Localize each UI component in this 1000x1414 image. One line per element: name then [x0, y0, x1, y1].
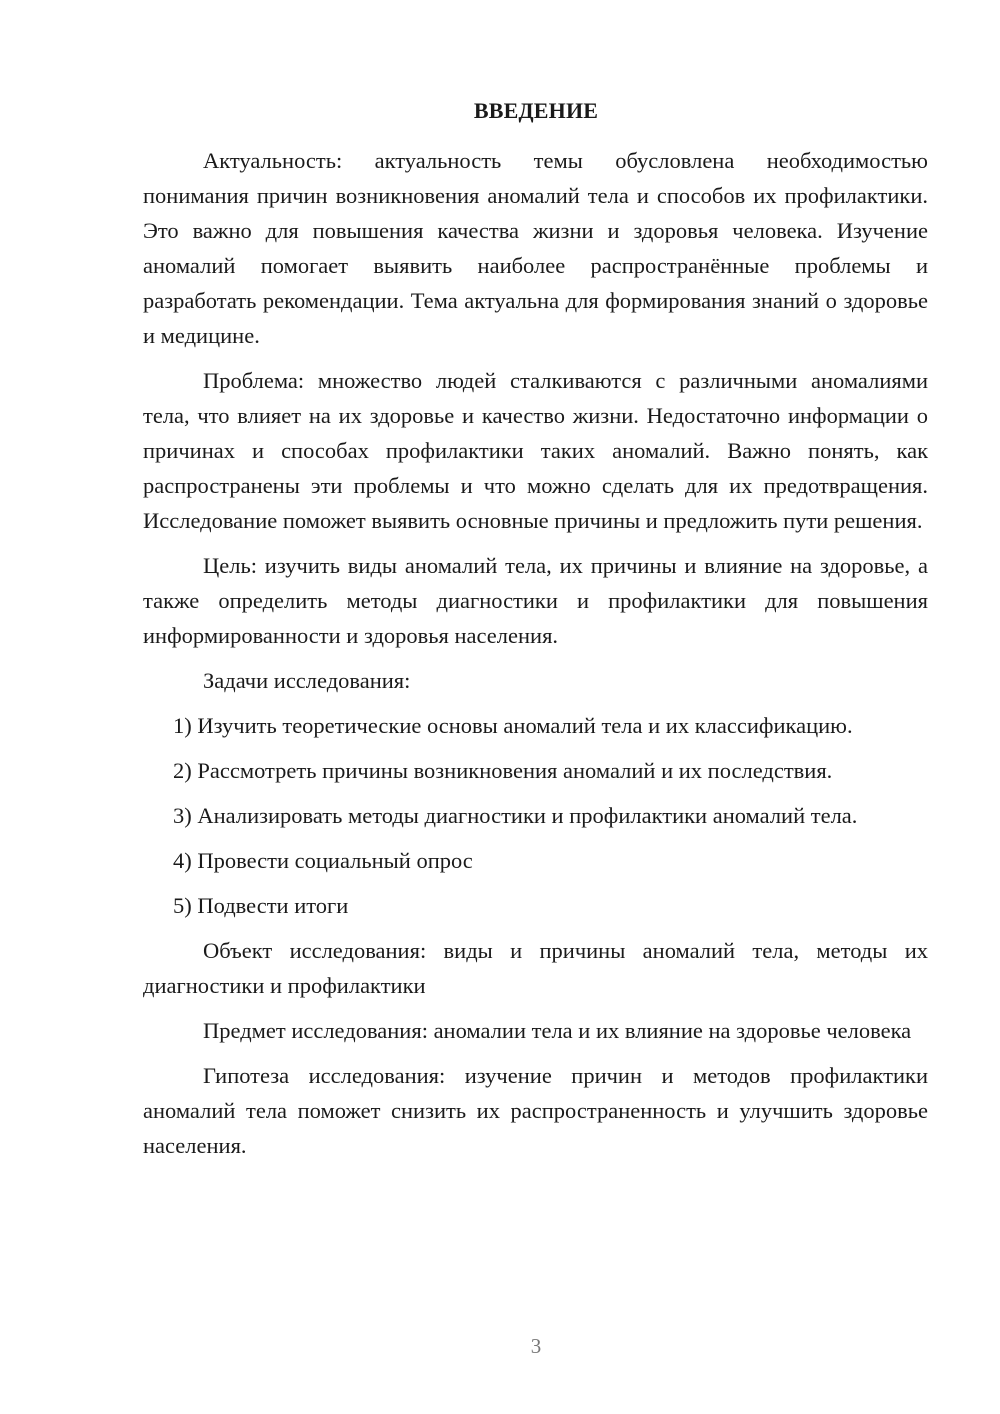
- task-item: 2) Рассмотреть причины возникновения аномалий и их последствия.: [173, 758, 833, 783]
- goal-paragraph: Цель: изучить виды аномалий тела, их причины и влияние на здоровье, а также определить методы диагностики и профилактики для повышения информированности и здоровья населения.: [143, 553, 928, 648]
- subject-paragraph: Предмет исследования: аномалии тела и их влияние на здоровье человека: [203, 1018, 912, 1043]
- page-title: ВВЕДЕНИЕ: [473, 98, 599, 123]
- problem-paragraph: Проблема: множество людей сталкиваются с различными аномалиями тела, что влияет на их здоровье и качество жизни. Недостаточно информации о причинах и способах профилактики таких аномалий. Важно понять, как распространены эти проблемы и что можно сделать для их предотвращения. Исследование поможет выявить основные причины и предложить пути решения.: [143, 368, 928, 533]
- hypothesis-paragraph: Гипотеза исследования: изучение причин и методов профилактики аномалий тела поможет снизить их распространенность и улучшить здоровье населения.: [143, 1063, 928, 1158]
- tasks-heading: Задачи исследования:: [203, 668, 411, 693]
- relevance-paragraph: Актуальность: актуальность темы обусловлена необходимостью понимания причин возникновения аномалий тела и способов их профилактики. Это важно для повышения качества жизни и здоровья человека. Изучение аномалий помогает выявить наиболее распространённые проблемы и разработать рекомендации. Тема актуальна для формирования знаний о здоровье и медицине.: [143, 148, 928, 348]
- task-item: 1) Изучить теоретические основы аномалий тела и их классификацию.: [173, 713, 853, 738]
- page-number: 3: [530, 1334, 542, 1358]
- task-item: 4) Провести социальный опрос: [173, 848, 473, 873]
- object-paragraph: Объект исследования: виды и причины аномалий тела, методы их диагностики и профилактики: [143, 938, 928, 998]
- task-item: 3) Анализировать методы диагностики и профилактики аномалий тела.: [173, 803, 858, 828]
- task-item: 5) Подвести итоги: [173, 893, 349, 918]
- document-body: [143, 143, 928, 1173]
